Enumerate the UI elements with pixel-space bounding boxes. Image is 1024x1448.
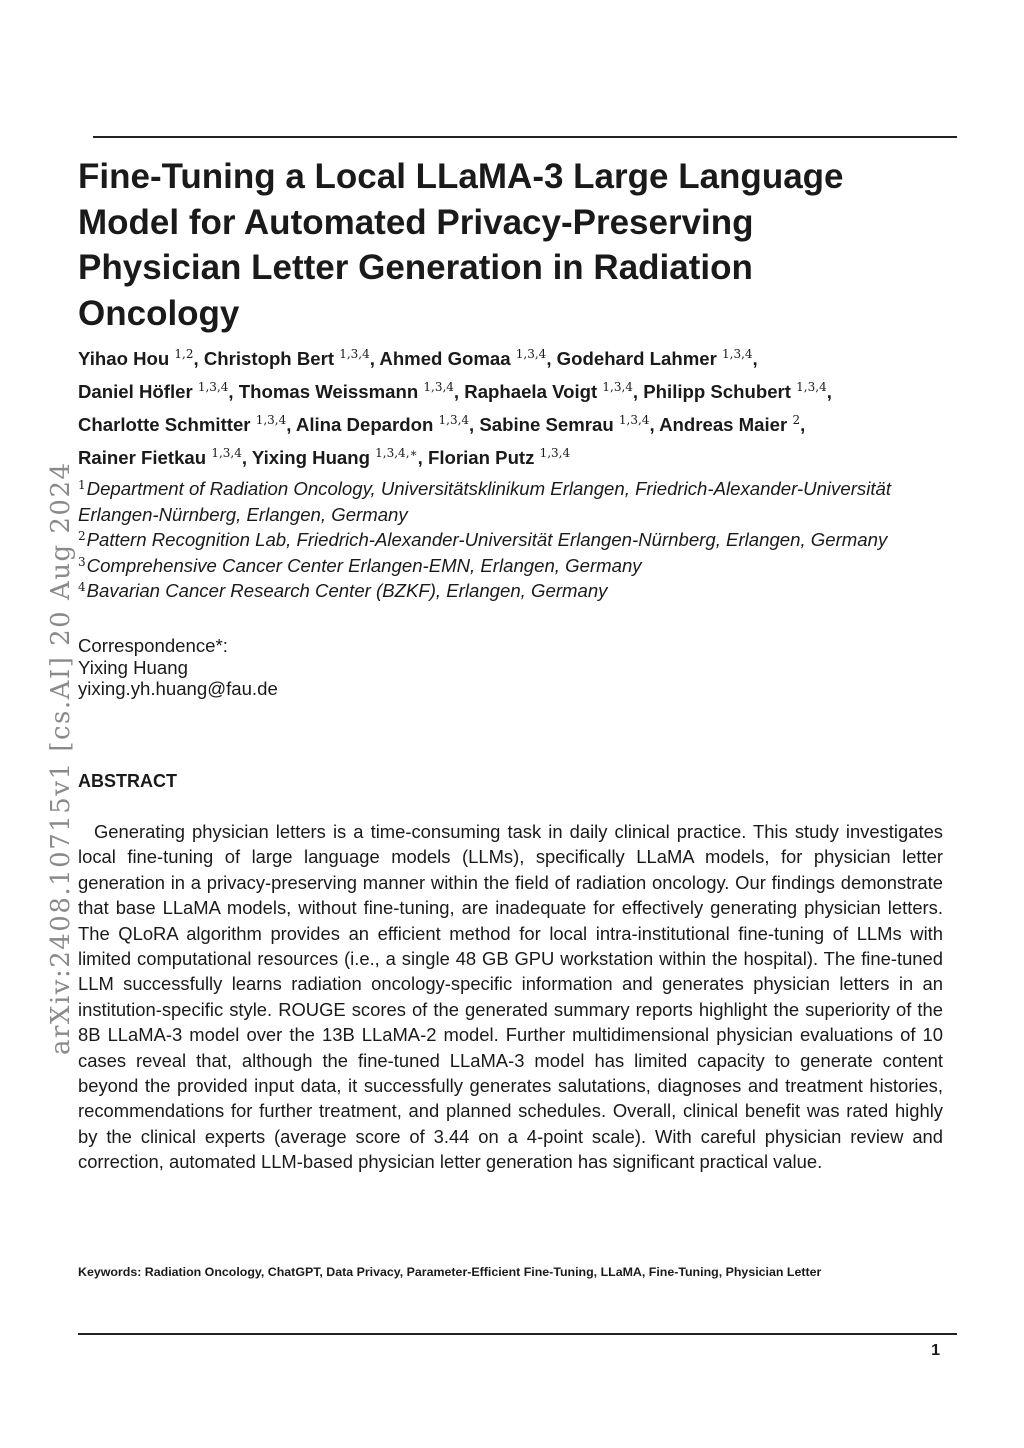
author-affiliation-marker: 1,3,4 <box>197 380 229 394</box>
author-name: Sabine Semrau <box>479 414 614 435</box>
affiliation-item <box>78 578 938 604</box>
author-affiliation-marker: 1,3,4 <box>423 380 454 394</box>
author-affiliation-marker: 1,2 <box>174 347 194 361</box>
author: Alina Depardon $^{1,3,4}$, <box>295 413 475 435</box>
author: Ahmed Gomaa $^{1,3,4}$, <box>379 347 552 369</box>
author: Daniel Höfler $^{1,3,4}$, <box>78 380 234 402</box>
author: Raphaela Voigt $^{1,3,4}$, <box>464 380 639 402</box>
author-affiliation-marker: 1,3,4 <box>515 347 547 361</box>
author-name: Christoph Bert <box>203 348 335 369</box>
affiliation-item <box>78 476 938 527</box>
affiliation-number: 4 <box>78 580 86 594</box>
author-name: Yixing Huang <box>251 447 370 468</box>
author-name: Philipp Schubert <box>643 381 791 402</box>
correspondence-email[interactable]: yixing.yh.huang@fau.de <box>78 678 278 699</box>
author: Christoph Bert $^{1,3,4}$, <box>203 347 375 369</box>
correspondence-block <box>78 635 278 700</box>
paper-title: Fine-Tuning a Local LLaMA-3 Large Language Model for Automated Privacy-Preserving Physician Letter Generation in Radiation Oncology <box>78 157 844 333</box>
affiliation-number: 3 <box>78 554 86 569</box>
abstract-text: Generating physician letters is a time-consuming task in daily clinical practice. This study investigates local fine-tuning of large language models (LLMs), specifically LLaMA models, for physician letter generation in a privacy-preserving manner within the field of radiation oncology. Our findings demonstrate that base LLaMA models, without fine-tuning, are inadequate for effectively generating physician letters. The QLoRA algorithm provides an efficient method for local intra-institutional fine-tuning of LLMs with limited computational resources (i.e., a single 48 GB GPU workstation within the hospital). The fine-tuned LLM successfully learns radiation oncology-specific information and generates physician letters in an institution-specific style. ROUGE scores of the generated summary reports highlight the superiority of the 8B LLaMA-3 model over the 13B LLaMA-2 model. Further multidimensional physician evaluations of 10 cases reveal that, although the fine-tuned LLaMA-3 model has limited capacity to generate content beyond the provided input data, it successfully generates salutations, diagnoses and treatment histories, recommendations for further treatment, and planned schedules. Overall, clinical benefit was rated highly by the clinical experts (average score of 3.44 on a 4-point scale). With careful physician review and correction, automated LLM-based physician letter generation has significant practical value. <box>78 821 943 1173</box>
affiliation-text: Bavarian Cancer Research Center (BZKF), Erlangen, Germany <box>86 580 608 601</box>
affiliation-item <box>78 527 938 553</box>
author <box>428 447 570 468</box>
correspondence-name: Yixing Huang <box>78 656 188 678</box>
affiliation-text: Comprehensive Cancer Center Erlangen-EMN, Erlangen, Germany <box>86 554 642 576</box>
author-name: Charlotte Schmitter <box>78 414 251 435</box>
bottom-divider <box>78 1333 957 1335</box>
author-name: Florian Putz <box>428 447 535 468</box>
affiliation-number: 2 <box>78 529 86 543</box>
author: Sabine Semrau $^{1,3,4}$, <box>479 413 655 435</box>
affiliation-text: Department of Radiation Oncology, Universitätsklinikum Erlangen, Friedrich-Alexander-Universität Erlangen-Nürnberg, Erlangen, Germany <box>78 478 891 525</box>
author-name: Thomas Weissmann <box>238 381 419 402</box>
author: Yixing Huang $^{1,3,4,∗}$, <box>251 446 423 468</box>
author-name: Andreas Maier <box>659 414 788 435</box>
author-list <box>78 342 898 474</box>
author-affiliation-marker: 1,3,4 <box>438 413 470 427</box>
author-affiliation-marker: 1,3,4,∗ <box>375 446 418 460</box>
author-name: Daniel Höfler <box>78 381 193 402</box>
author-affiliation-marker: 1,3,4 <box>339 347 370 361</box>
author: Rainer Fietkau $^{1,3,4}$, <box>78 446 248 468</box>
top-divider <box>93 136 957 138</box>
author-name: Yihao Hou <box>78 348 170 369</box>
author-name: Godehard Lahmer <box>556 348 717 369</box>
author-name: Alina Depardon <box>295 414 434 435</box>
author-name: Ahmed Gomaa <box>379 348 511 369</box>
author: Andreas Maier $^2$, <box>659 413 806 435</box>
author-affiliation-marker: 1,3,4 <box>618 413 650 427</box>
affiliation-number: 1 <box>78 478 86 492</box>
affiliation-list <box>78 476 938 604</box>
author-affiliation-marker: 1,3,4 <box>211 446 242 460</box>
author: Charlotte Schmitter $^{1,3,4}$, <box>78 413 292 435</box>
author-name: Rainer Fietkau <box>78 447 207 468</box>
author: Godehard Lahmer $^{1,3,4}$, <box>556 347 758 369</box>
abstract-heading: ABSTRACT <box>78 771 177 791</box>
affiliation-item <box>78 553 938 579</box>
keywords-line: Keywords: Radiation Oncology, ChatGPT, Data Privacy, Parameter-Efficient Fine-Tuning, LLaMA, Fine-Tuning, Physician Letter <box>78 1265 822 1279</box>
author: Thomas Weissmann $^{1,3,4}$, <box>238 380 460 402</box>
correspondence-label: Correspondence*: <box>78 635 228 656</box>
author-affiliation-marker: 1,3,4 <box>539 446 571 460</box>
author: Yihao Hou $^{1,2}$, <box>78 347 199 369</box>
page-number: 1 <box>931 1342 940 1359</box>
arxiv-identifier-stamp: arXiv:2408.10715v1 [cs.AI] 20 Aug 2024 <box>46 461 76 1055</box>
author-affiliation-marker: 1,3,4 <box>722 347 753 361</box>
author-affiliation-marker: 1,3,4 <box>255 413 287 427</box>
author: Philipp Schubert $^{1,3,4}$, <box>643 380 832 402</box>
author-affiliation-marker: 1,3,4 <box>602 380 633 394</box>
author-affiliation-marker: 1,3,4 <box>796 380 827 394</box>
author-affiliation-marker: 2 <box>792 413 801 427</box>
author-name: Raphaela Voigt <box>464 381 598 402</box>
affiliation-text: Pattern Recognition Lab, Friedrich-Alexander-Universität Erlangen-Nürnberg, Erlangen, Germany <box>86 529 888 550</box>
